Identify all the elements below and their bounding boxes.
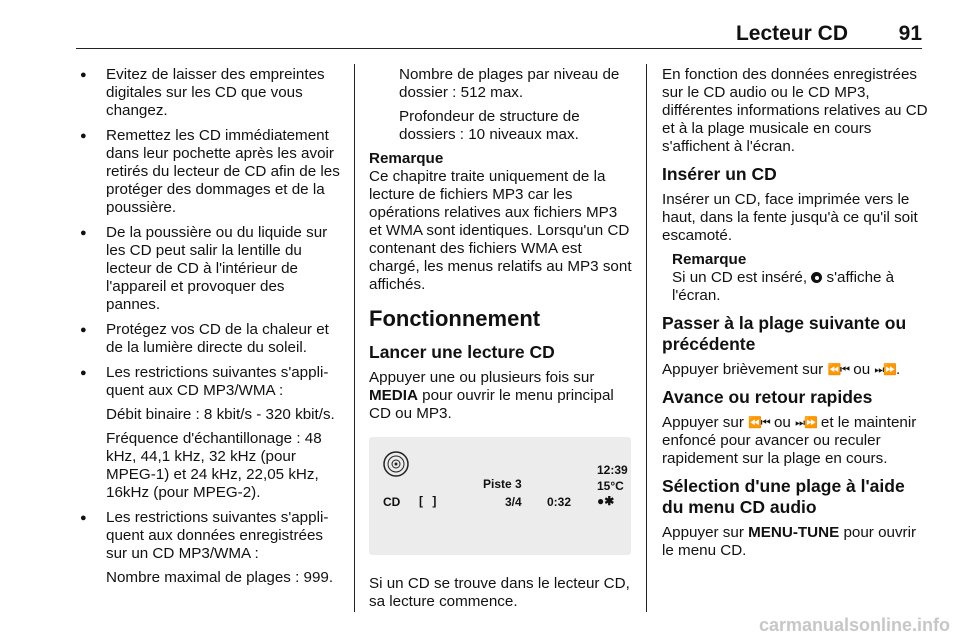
brackets: [ ] bbox=[419, 494, 440, 508]
source-label: CD bbox=[383, 495, 401, 509]
paragraph: Insérer un CD, face imprimée vers le haut, dans la fente jusqu'à ce qu'il soit escamoté. bbox=[662, 191, 918, 244]
column-3 bbox=[662, 66, 928, 566]
elapsed-time: 0:32 bbox=[547, 495, 572, 509]
paragraph: Appuyer brièvement sur ⏪⏮ ou ⏭⏩. bbox=[662, 361, 901, 378]
rewind-icon: ⏪⏮ bbox=[748, 417, 770, 429]
watermark: carmanualsonline.info bbox=[758, 615, 950, 635]
previous-track-icon: ⏪⏮ bbox=[827, 364, 850, 376]
list-item: ● De la poussière ou du liquide sur les CD peut salir la lentille du lecteur de CD à l'intérieur de l'appareil et provoquer des pannes. bbox=[78, 224, 342, 314]
paragraph: Appuyer sur MENU-TUNE pour ouvrir le menu CD. bbox=[662, 524, 917, 559]
note-title: Remarque bbox=[672, 251, 747, 268]
subsection-title: Passer à la plage suivante ou précédente bbox=[662, 313, 907, 354]
list-subitem: Nombre maximal de plages : 999. bbox=[106, 569, 334, 586]
list-subitem: Fréquence d'échantillonage : 48 kHz, 44,1 kHz, 32 kHz (pour MPEG-1) et 24 kHz, 22,05 kHz, 16kHz (pour MPEG-2). bbox=[106, 430, 322, 501]
paragraph: Appuyer sur ⏪⏮ ou ⏭⏩ et le maintenir enfoncé pour avancer ou reculer rapidement sur la plage en cours. bbox=[662, 414, 917, 467]
subsection-title: Avance ou retour rapides bbox=[662, 387, 873, 407]
bluetooth-icon: ●✱ bbox=[597, 494, 615, 508]
menu-tune-button-label: MENU-TUNE bbox=[748, 524, 840, 541]
list-subitem: Débit binaire : 8 kbit/s - 320 kbit/s. bbox=[106, 406, 335, 423]
list-item: ● Les restrictions suivantes s'appliquent aux données enregistrées sur un CD MP3/WMA : Nombre maximal de plages : 999. bbox=[78, 509, 342, 587]
note-text: Ce chapitre traite uniquement de la lecture de fichiers MP3 car les opérations relatives aux fichiers MP3 et WMA sont identiques. Lorsqu'un CD contenant des fichiers WMA est chargé, les menus relatifs au MP3 sont affichés. bbox=[369, 168, 632, 293]
list-item: ● Remettez les CD immédiatement dans leur pochette après les avoir retirés du lecteur de CD afin de les protéger des dommages et de la poussière. bbox=[78, 127, 342, 217]
temperature: 15°C bbox=[597, 479, 624, 493]
restriction-text: Profondeur de structure de dossiers : 10 niveaux max. bbox=[399, 108, 580, 143]
note-title: Remarque bbox=[369, 150, 444, 167]
section-title: Fonctionnement bbox=[369, 306, 541, 331]
note-text: Si un CD est inséré, s'affiche à l'écran. bbox=[672, 269, 895, 304]
next-track-icon: ⏭⏩ bbox=[874, 364, 897, 376]
cd-display-illustration bbox=[369, 437, 631, 555]
clock: 12:39 bbox=[597, 463, 628, 477]
page-number: 91 bbox=[898, 22, 922, 45]
column-divider bbox=[646, 64, 647, 612]
paragraph: En fonction des données enregistrées sur le CD audio ou le CD MP3, différentes informations relatives au CD et à la plage musicale en cours s'affichent à l'écran. bbox=[662, 66, 928, 155]
header-rule bbox=[76, 48, 922, 49]
page-title: Lecteur CD bbox=[735, 22, 848, 45]
cd-disc-icon bbox=[383, 451, 409, 477]
note-box bbox=[662, 251, 928, 305]
fast-forward-icon: ⏭⏩ bbox=[795, 417, 817, 429]
list-item: ● Protégez vos CD de la chaleur et de la lumière directe du soleil. bbox=[78, 321, 342, 357]
paragraph: Appuyer une ou plusieurs fois sur MEDIA pour ouvrir le menu principal CD ou MP3. bbox=[369, 369, 614, 422]
subsection-title: Sélection d'une plage à l'aide du menu CD audio bbox=[662, 476, 905, 517]
restriction-text: Nombre de plages par niveau de dossier : 512 max. bbox=[399, 66, 620, 101]
track-count: 3/4 bbox=[505, 495, 522, 509]
page-header bbox=[0, 0, 960, 54]
column-2 bbox=[369, 66, 633, 617]
bullet-list bbox=[78, 66, 342, 587]
column-divider bbox=[354, 64, 355, 612]
subsection-title: Insérer un CD bbox=[662, 164, 777, 184]
list-item: ● Evitez de laisser des empreintes digitales sur les CD que vous changez. bbox=[78, 66, 342, 120]
subsection-title: Lancer une lecture CD bbox=[369, 342, 555, 362]
list-item: ● Les restrictions suivantes s'appliquent aux CD MP3/WMA : Débit binaire : 8 kbit/s - 320 kbit/s. Fréquence d'échantillonage : 48 kHz, 44,1 kHz, 32 kHz (pour MPEG-1) et 24 kHz, 22,05 kHz, 16kHz (pour MPEG-2). bbox=[78, 364, 342, 502]
cd-inserted-icon bbox=[811, 272, 822, 283]
paragraph: Si un CD se trouve dans le lecteur CD, sa lecture commence. bbox=[369, 575, 630, 610]
column-1 bbox=[78, 66, 342, 594]
media-button-label: MEDIA bbox=[369, 387, 418, 404]
note-box bbox=[369, 150, 633, 294]
track-label: Piste 3 bbox=[483, 477, 522, 491]
